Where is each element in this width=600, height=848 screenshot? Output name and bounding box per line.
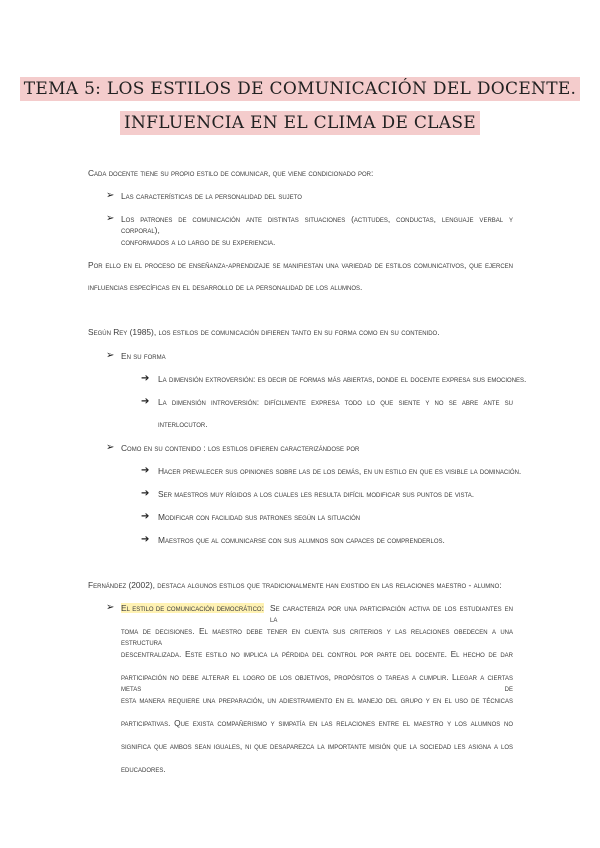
arrowhead-bullet-icon: ➢	[106, 442, 115, 453]
arrowhead-bullet-icon: ➢	[106, 190, 115, 201]
democratic-style-highlight: El estilo de comunicación democrático:	[121, 603, 264, 613]
rey-contenido-item-2: Ser maestros muy rígidos a los cuales les resulta difícil modificar sus puntos de vista.	[158, 489, 475, 499]
intro-bullet-2: Los patrones de comunicación ante distintas situaciones (actitudes, conductas, lenguaje verbal y corporal),	[121, 214, 513, 235]
right-arrow-icon: ➔	[141, 396, 150, 407]
fernandez-line-2: toma de decisiones. El maestro debe tener en cuenta sus criterios y las relaciones obedecen a una estructura	[121, 626, 513, 647]
fernandez-line-6: participativas. Que exista compañerismo y simpatía en las relaciones entre el maestro y los alumnos no	[121, 718, 513, 728]
rey-contenido-item-4: Maestros que al comunicarse con sus alumnos son capaces de comprenderlos.	[158, 535, 445, 545]
intro-lead: Cada docente tiene su propio estilo de comunicar, que viene condicionado por:	[88, 168, 374, 178]
fernandez-line-3: descentralizada. Este estilo no implica la pérdida del control por parte del docente. El hecho de dar	[121, 649, 513, 659]
rey-forma-label: En su forma	[121, 351, 166, 361]
fernandez-lead: Fernández (2002), destaca algunos estilos que tradicionalmente han existido en las relaciones maestro - alumno:	[88, 580, 502, 590]
rey-lead: Según Rey (1985), los estilos de comunicación difieren tanto en su forma como en su contenido.	[88, 327, 440, 337]
title-line-1-wrap	[0, 77, 600, 101]
right-arrow-icon: ➔	[141, 373, 150, 384]
page-title-line-1: TEMA 5: LOS ESTILOS DE COMUNICACIÓN DEL DOCENTE.	[20, 77, 581, 101]
fernandez-line-1: Se caracteriza por una participación activa de los estudiantes en la	[270, 603, 513, 624]
fernandez-line-5: esta manera requiere una preparación, un adiestramiento en el manejo del grupo y en el uso de técnicas	[121, 695, 513, 705]
intro-paragraph-line-1: Por ello en el proceso de enseñanza-aprendizaje se manifiestan una variedad de estilos comunicativos, que ejercen	[88, 260, 513, 270]
arrowhead-bullet-icon: ➢	[106, 602, 115, 613]
arrowhead-bullet-icon: ➢	[106, 213, 115, 224]
rey-forma-item-1: La dimensión extroversión: es decir de formas más abiertas, donde el docente expresa sus emociones.	[158, 374, 527, 384]
rey-contenido-label: Como en su contenido : los estilos difieren caracterizándose por	[121, 443, 360, 453]
fernandez-line-8: educadores.	[121, 764, 166, 774]
fernandez-line-7: significa que ambos sean iguales, ni que desaparezca la importante misión que la sociedad les asigna a los	[121, 741, 513, 751]
title-line-2-wrap	[0, 111, 600, 135]
right-arrow-icon: ➔	[141, 488, 150, 499]
fernandez-first-line	[121, 603, 264, 614]
page-title-line-2: INFLUENCIA EN EL CLIMA DE CLASE	[120, 111, 480, 135]
right-arrow-icon: ➔	[141, 511, 150, 522]
right-arrow-icon: ➔	[141, 465, 150, 476]
arrowhead-bullet-icon: ➢	[106, 350, 115, 361]
fernandez-line-4: participación no debe alterar el logro de los objetivos, propósitos o tareas a cumplir. Llegar a ciertas metas de	[121, 672, 513, 693]
rey-contenido-item-3: Modificar con facilidad sus patrones según la situación	[158, 512, 361, 522]
intro-bullet-2-cont: conformados a lo largo de su experiencia.	[121, 237, 276, 247]
rey-forma-item-2: La dimensión introversión: difícilmente expresa todo lo que siente y no se abre ante su	[158, 397, 513, 407]
rey-forma-item-2-cont: interlocutor.	[158, 419, 208, 429]
rey-contenido-item-1: Hacer prevalecer sus opiniones sobre las de los demás, en un estilo en que es visible la dominación.	[158, 466, 522, 476]
intro-paragraph-line-2: influencias específicas en el desarrollo de la personalidad de los alumnos.	[88, 282, 363, 292]
intro-bullet-1: Las características de la personalidad del sujeto	[121, 191, 302, 201]
right-arrow-icon: ➔	[141, 534, 150, 545]
